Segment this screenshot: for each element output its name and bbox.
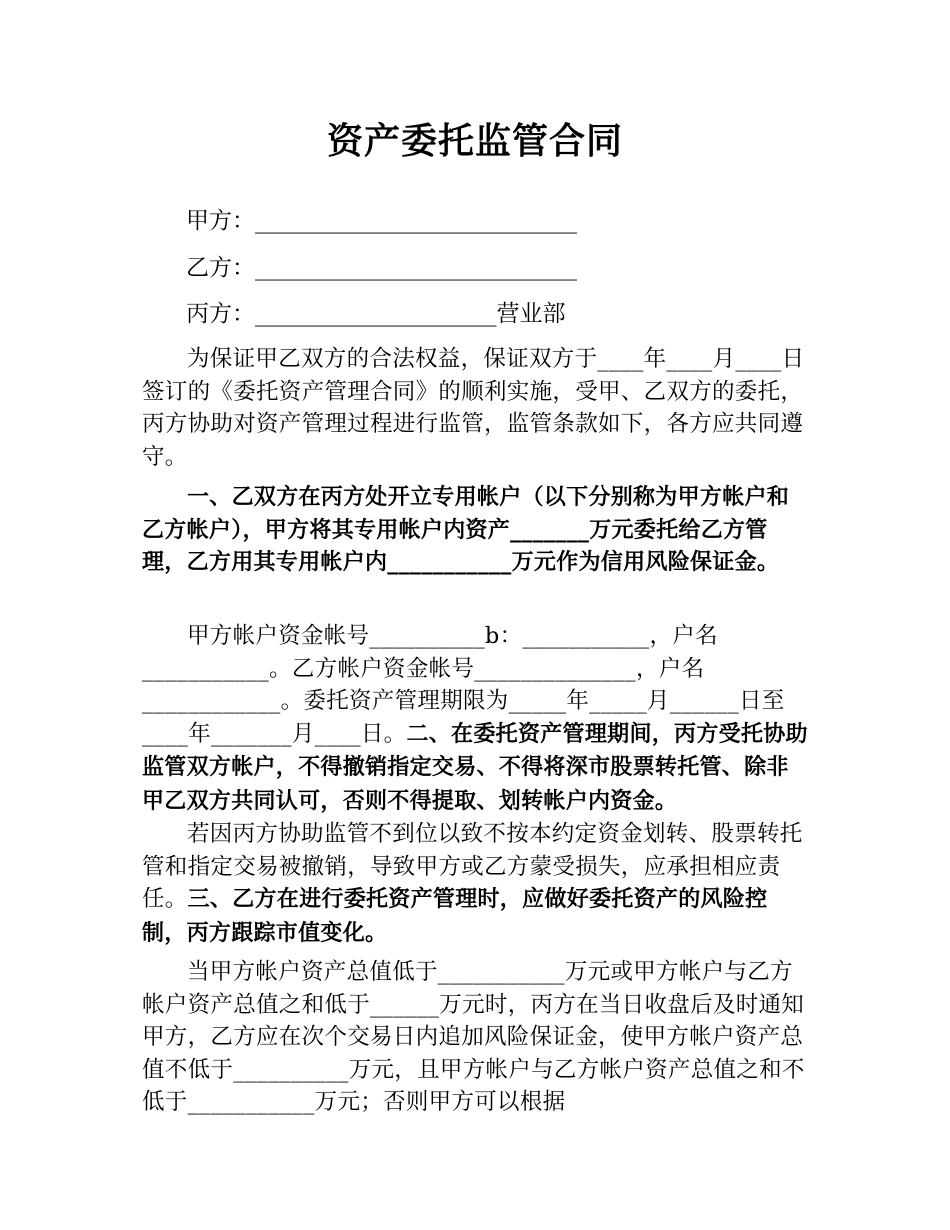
party-c-blank: _____________________ (255, 301, 497, 327)
party-c-suffix: 营业部 (496, 301, 566, 327)
clause-1-paragraph: 一、乙双方在丙方处开立专用帐户（以下分别称为甲方帐户和乙方帐户），甲方将其专用帐户内资产_______万元委托给乙方管理，乙方用其专用帐户内___________万元作为信用风险保证金。 (142, 485, 790, 575)
document-title: 资产委托监管合同 (326, 121, 623, 162)
party-c-line (186, 298, 566, 330)
liability-text: 若因丙方协助监管不到位以致不按本约定资金划转、股票转托管和指定交易被撤销，导致甲方或乙方蒙受损失，应承担相应责任。 (142, 821, 803, 912)
intro-paragraph: 为保证甲乙双方的合法权益，保证双方于____年____月____日签订的《委托资产管理合同》的顺利实施，受甲、乙双方的委托，丙方协助对资产管理过程进行监管，监管条款如下，各方应共同遵守。 (142, 346, 805, 470)
party-a-line (186, 205, 577, 237)
party-b-line (186, 252, 577, 284)
clause-2-text: 二、在委托资产管理期间，丙方受托协助监管双方帐户，不得撤销指定交易、不得将深市股票转托管、除非甲乙双方共同认可，否则不得提取、划转帐户内资金。 (142, 721, 808, 814)
party-b-label: 乙方： (186, 255, 255, 281)
party-c-label: 丙方： (186, 301, 255, 327)
threshold-paragraph: 当甲方帐户资产总值低于___________万元或甲方帐户与乙方帐户资产总值之和低于______万元时，丙方在当日收盘后及时通知甲方，乙方应在次个交易日内追加风险保证金，使甲方帐户资产总值不低于__________万元，且甲方帐户与乙方帐户资产总值之和不低于___________万元；否则甲方可以根据 (142, 959, 805, 1115)
party-a-blank: ____________________________ (255, 208, 577, 234)
clause-3-text: 三、乙方在进行委托资产管理时，应做好委托资产的风险控制，丙方跟踪市值变化。 (142, 887, 768, 946)
liability-paragraph (142, 818, 810, 950)
party-b-blank: ____________________________ (255, 255, 577, 281)
account-text: 甲方帐户资金帐号__________b：___________，户名___________。乙方帐户资金帐号______________，户名____________。委托资产管理期限为_____年_____月______日至____年_______月____日。 (142, 623, 785, 747)
account-paragraph (142, 620, 810, 818)
party-a-label: 甲方： (186, 208, 255, 234)
